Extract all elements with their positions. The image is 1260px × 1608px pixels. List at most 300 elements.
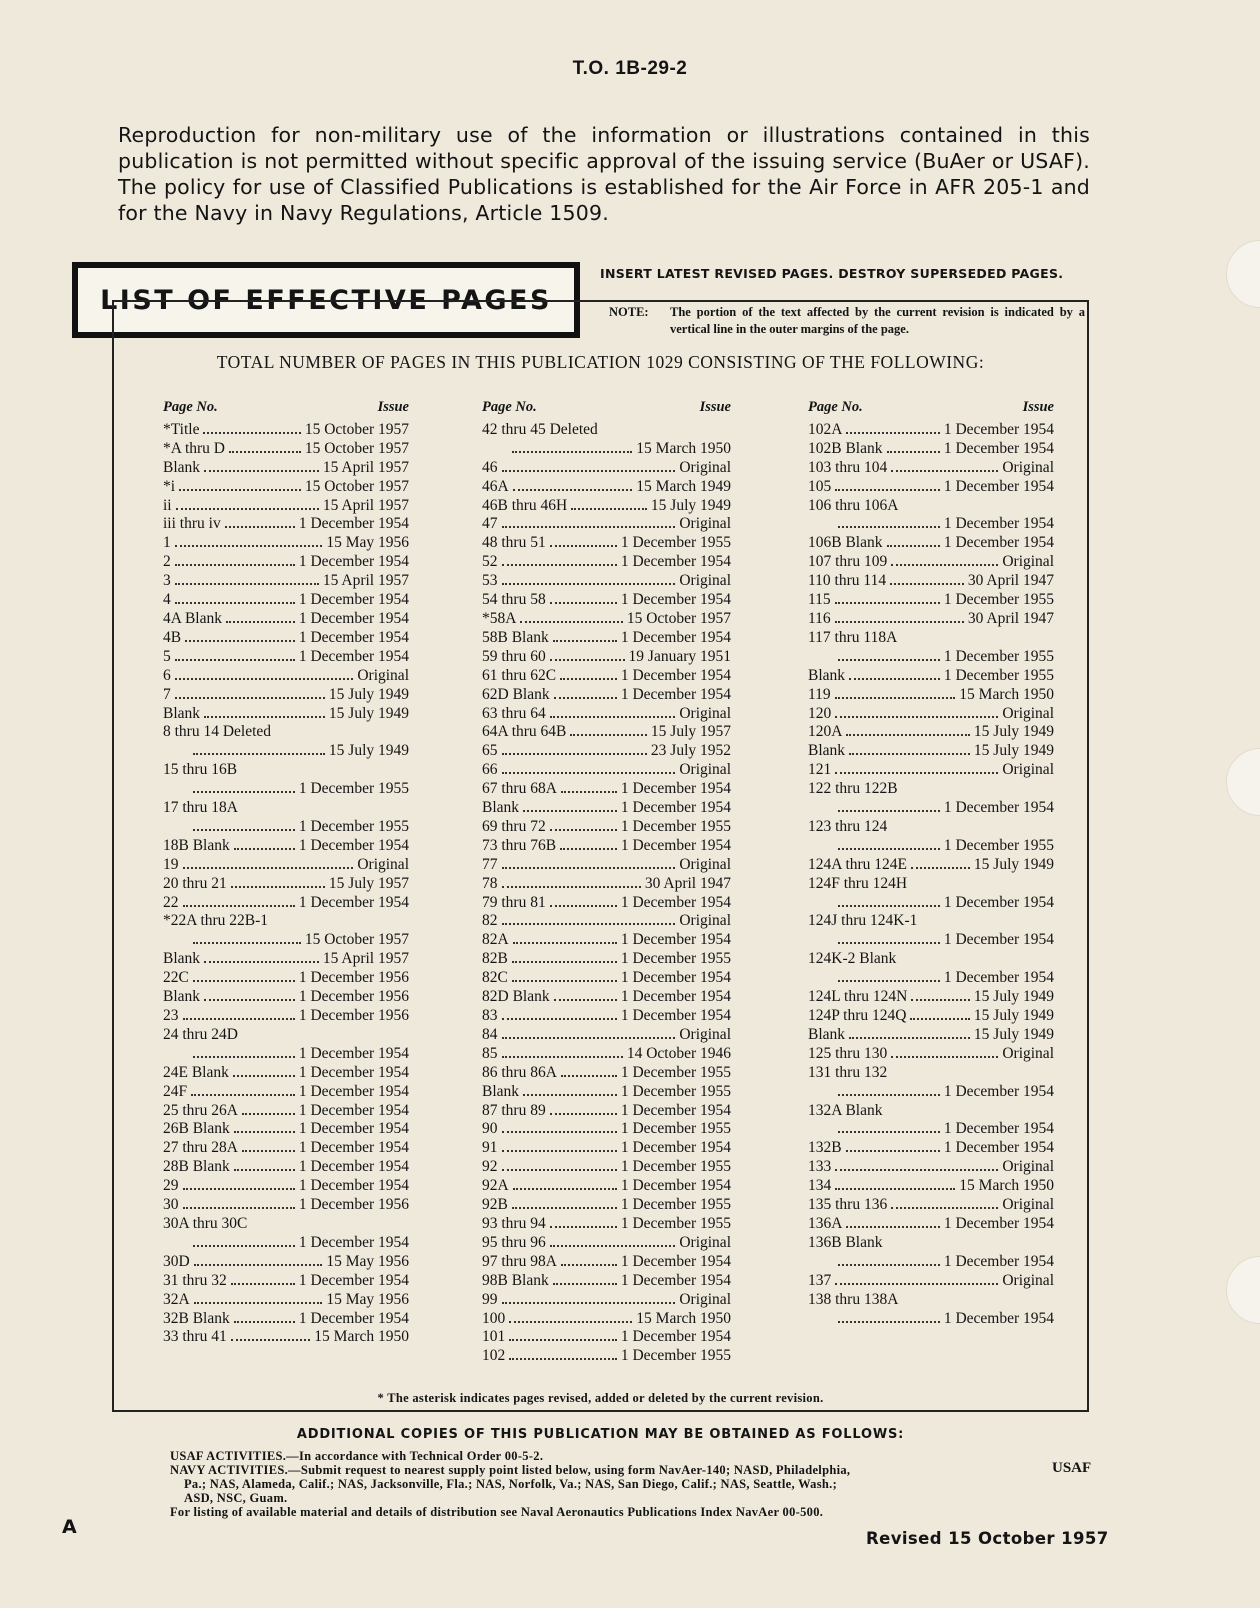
page-number: 95 thru 96 bbox=[482, 1233, 546, 1251]
page-number: 48 thru 51 bbox=[482, 534, 546, 552]
page-entry bbox=[808, 969, 1054, 988]
page-entry bbox=[808, 515, 1054, 534]
additional-copies-heading: ADDITIONAL COPIES OF THIS PUBLICATION MAY BE OBTAINED AS FOLLOWS: bbox=[296, 1427, 905, 1442]
page-number: 24F bbox=[163, 1082, 188, 1100]
page-entry bbox=[482, 478, 731, 497]
page-entry bbox=[808, 894, 1054, 913]
page-number: 46 bbox=[482, 458, 498, 476]
page-number: 100 bbox=[482, 1309, 506, 1327]
page-entry bbox=[808, 742, 1054, 761]
page-entry bbox=[808, 818, 1054, 837]
navy-activities: NAVY ACTIVITIES.—Submit request to nearest supply point listed below, using form NavAer-140; NASD, Philadelphia, bbox=[170, 1463, 851, 1477]
issue-date: 1 December 1954 bbox=[298, 1158, 409, 1176]
issue-date: 1 December 1955 bbox=[620, 1082, 731, 1100]
page-number: *A thru D bbox=[163, 439, 225, 457]
leader-dots bbox=[891, 1056, 998, 1058]
leader-dots bbox=[835, 716, 998, 718]
issue-date: 1 December 1954 bbox=[620, 893, 731, 911]
page-number: 4A Blank bbox=[163, 609, 222, 627]
issue-date: Original bbox=[1002, 761, 1054, 779]
issue-date: 1 December 1954 bbox=[620, 553, 731, 571]
leader-dots bbox=[193, 753, 325, 755]
issue-date: 1 December 1955 bbox=[943, 591, 1054, 609]
page-entry bbox=[808, 1045, 1054, 1064]
leader-dots bbox=[509, 1339, 617, 1341]
page-number: 32A bbox=[163, 1290, 190, 1308]
page-entry bbox=[808, 478, 1054, 497]
issue-date: Original bbox=[1002, 458, 1054, 476]
page-entry bbox=[482, 818, 731, 837]
page-entry bbox=[163, 421, 409, 440]
page-number: 73 thru 76B bbox=[482, 836, 557, 854]
page-number: 4B bbox=[163, 628, 182, 646]
page-entry bbox=[482, 421, 731, 440]
page-number: 69 thru 72 bbox=[482, 817, 546, 835]
page-entry bbox=[163, 856, 409, 875]
page-number: 78 bbox=[482, 874, 498, 892]
page-entry bbox=[482, 553, 731, 572]
page-number: 18B Blank bbox=[163, 836, 230, 854]
page-entry bbox=[163, 515, 409, 534]
page-number: 120A bbox=[808, 723, 843, 741]
issue-date: 1 December 1955 bbox=[943, 836, 1054, 854]
page-number: 116 bbox=[808, 609, 831, 627]
leader-dots bbox=[550, 602, 617, 604]
issue-date: 15 May 1956 bbox=[326, 1252, 409, 1270]
page-entry bbox=[482, 912, 731, 931]
leader-dots bbox=[229, 451, 301, 453]
issue-date: 15 May 1956 bbox=[326, 534, 409, 552]
page-entry bbox=[163, 440, 409, 459]
issue-date: 1 December 1954 bbox=[298, 893, 409, 911]
leader-dots bbox=[183, 1207, 295, 1209]
page-number: 19 bbox=[163, 855, 179, 873]
page-entry bbox=[808, 1215, 1054, 1234]
page-entry bbox=[808, 1234, 1054, 1253]
issue-date: Original bbox=[679, 704, 731, 722]
issue-date: 1 December 1954 bbox=[620, 931, 731, 949]
page-entry bbox=[163, 742, 409, 761]
leader-dots bbox=[191, 1094, 295, 1096]
leader-dots bbox=[193, 791, 295, 793]
page-entry bbox=[163, 1007, 409, 1026]
page-number: 65 bbox=[482, 742, 498, 760]
leader-dots bbox=[849, 753, 970, 755]
page-number: 97 thru 98A bbox=[482, 1252, 557, 1270]
leader-dots bbox=[183, 867, 354, 869]
issue-date: Original bbox=[679, 458, 731, 476]
leader-dots bbox=[520, 621, 622, 623]
issue-date: 15 March 1949 bbox=[636, 477, 731, 495]
issue-date: Original bbox=[1002, 1044, 1054, 1062]
page-entry bbox=[163, 894, 409, 913]
page-number: 85 bbox=[482, 1044, 498, 1062]
issue-date: Original bbox=[1002, 1271, 1054, 1289]
page-entry bbox=[808, 837, 1054, 856]
leader-dots bbox=[554, 999, 617, 1001]
issue-date: 1 December 1955 bbox=[620, 817, 731, 835]
page-entry bbox=[482, 629, 731, 648]
leader-dots bbox=[234, 1321, 295, 1323]
navy-activities-cont: Pa.; NAS, Alameda, Calif.; NAS, Jacksonville, Fla.; NAS, Norfolk, Va.; NAS, San Diego, Calif.; NAS, Seattle, Wash.; bbox=[184, 1477, 838, 1491]
page-number: 28B Blank bbox=[163, 1158, 230, 1176]
page-entry bbox=[808, 629, 1054, 648]
issue-date: 1 December 1954 bbox=[620, 799, 731, 817]
page-number: 2 bbox=[163, 553, 171, 571]
issue-date: 1 December 1954 bbox=[298, 1139, 409, 1157]
distribution-info bbox=[170, 1449, 1020, 1519]
leader-dots bbox=[176, 508, 319, 510]
revision-date: Revised 15 October 1957 bbox=[866, 1529, 1109, 1548]
leader-dots bbox=[550, 545, 617, 547]
page-number: 105 bbox=[808, 477, 832, 495]
leader-dots bbox=[502, 753, 647, 755]
page-number: 24E Blank bbox=[163, 1063, 229, 1081]
leader-dots bbox=[523, 810, 617, 812]
page-number: 4 bbox=[163, 591, 171, 609]
page-entry bbox=[808, 931, 1054, 950]
page-entry bbox=[482, 497, 731, 516]
insert-instruction: INSERT LATEST REVISED PAGES. DESTROY SUPERSEDED PAGES. bbox=[600, 266, 1064, 281]
note-label: NOTE: bbox=[609, 305, 649, 319]
page-number: 25 thru 26A bbox=[163, 1101, 238, 1119]
leader-dots bbox=[553, 1283, 617, 1285]
leader-dots bbox=[887, 451, 940, 453]
page-number: 132B bbox=[808, 1139, 842, 1157]
leader-dots bbox=[502, 1131, 617, 1133]
page-number: 15 thru 16B bbox=[163, 761, 238, 779]
issue-date: 15 July 1949 bbox=[328, 704, 409, 722]
issue-date: 1 December 1954 bbox=[943, 931, 1054, 949]
page-entry bbox=[163, 572, 409, 591]
issue-date: 15 April 1957 bbox=[322, 458, 409, 476]
leader-dots bbox=[204, 470, 319, 472]
page-entry bbox=[482, 648, 731, 667]
page-number: Blank bbox=[808, 666, 846, 684]
issue-date: 1 December 1955 bbox=[943, 666, 1054, 684]
column-header bbox=[808, 398, 1054, 417]
page-number: Blank bbox=[808, 742, 846, 760]
issue-date: 1 December 1954 bbox=[943, 1252, 1054, 1270]
issue-date: 15 March 1950 bbox=[636, 439, 731, 457]
page-entry bbox=[808, 912, 1054, 931]
page-entry bbox=[163, 1328, 409, 1347]
issue-date: 15 October 1957 bbox=[626, 609, 731, 627]
leader-dots bbox=[838, 526, 940, 528]
page-number: 1 bbox=[163, 534, 171, 552]
leader-dots bbox=[570, 734, 647, 736]
issue-date: 1 December 1954 bbox=[298, 1101, 409, 1119]
leader-dots bbox=[838, 1264, 940, 1266]
page-number: 92 bbox=[482, 1158, 498, 1176]
page-entry bbox=[163, 1158, 409, 1177]
leader-dots bbox=[234, 848, 295, 850]
issue-date: 1 December 1954 bbox=[298, 1044, 409, 1062]
pages-list bbox=[808, 421, 1054, 1329]
leader-dots bbox=[513, 489, 633, 491]
leader-dots bbox=[835, 1188, 955, 1190]
page-number: 17 thru 18A bbox=[163, 799, 238, 817]
page-number: 53 bbox=[482, 572, 498, 590]
page-number: 92B bbox=[482, 1196, 508, 1214]
page-entry bbox=[163, 1026, 409, 1045]
page-entry bbox=[163, 969, 409, 988]
issue-date: Original bbox=[679, 572, 731, 590]
navy-activities-cont: ASD, NSC, Guam. bbox=[184, 1491, 288, 1505]
leader-dots bbox=[502, 923, 676, 925]
page-entry bbox=[482, 1347, 731, 1366]
leader-dots bbox=[185, 640, 295, 642]
page-number: 63 thru 64 bbox=[482, 704, 546, 722]
leader-dots bbox=[193, 1245, 295, 1247]
issue-date: 15 April 1957 bbox=[322, 950, 409, 968]
page-entry bbox=[163, 1215, 409, 1234]
usaf-activities: USAF ACTIVITIES.—In accordance with Technical Order 00-5-2. bbox=[170, 1449, 544, 1463]
page-entry bbox=[163, 553, 409, 572]
page-entry bbox=[482, 1026, 731, 1045]
page-entry bbox=[482, 723, 731, 742]
page-letter: A bbox=[62, 1516, 77, 1538]
page-number: 82A bbox=[482, 931, 509, 949]
page-entry bbox=[808, 1177, 1054, 1196]
issue-date: 1 December 1954 bbox=[298, 591, 409, 609]
pages-list bbox=[482, 421, 731, 1366]
leader-dots bbox=[571, 508, 647, 510]
page-number: 102B Blank bbox=[808, 439, 883, 457]
page-number: 107 thru 109 bbox=[808, 553, 888, 571]
page-number: 102 bbox=[482, 1347, 506, 1365]
issue-date: 15 July 1949 bbox=[650, 496, 731, 514]
issue-date: Original bbox=[679, 1025, 731, 1043]
leader-dots bbox=[911, 999, 970, 1001]
leader-dots bbox=[502, 564, 617, 566]
issue-date: 1 December 1954 bbox=[298, 1120, 409, 1138]
page-number: 119 bbox=[808, 685, 831, 703]
page-number: 82C bbox=[482, 969, 508, 987]
leader-dots bbox=[838, 810, 940, 812]
issue-date: 1 December 1954 bbox=[298, 836, 409, 854]
issue-date: 1 December 1954 bbox=[943, 893, 1054, 911]
page-entry bbox=[163, 610, 409, 629]
issue-date: 1 December 1954 bbox=[943, 799, 1054, 817]
page-entry bbox=[163, 1102, 409, 1121]
page-entry bbox=[808, 553, 1054, 572]
page-number: *Title bbox=[163, 420, 200, 438]
page-number: Blank bbox=[482, 799, 520, 817]
page-number: 99 bbox=[482, 1290, 498, 1308]
page-number: 31 thru 32 bbox=[163, 1271, 227, 1289]
page-entry bbox=[163, 799, 409, 818]
page-entry bbox=[482, 440, 731, 459]
page-number: 136A bbox=[808, 1214, 843, 1232]
leader-dots bbox=[891, 470, 998, 472]
page-number: 135 thru 136 bbox=[808, 1196, 888, 1214]
column-header bbox=[482, 398, 731, 417]
page-number: 124P thru 124Q bbox=[808, 1007, 907, 1024]
leader-dots bbox=[911, 867, 970, 869]
issue-date: 15 October 1957 bbox=[304, 420, 409, 438]
page-entry bbox=[482, 1007, 731, 1026]
leader-dots bbox=[838, 1321, 940, 1323]
page-number: 91 bbox=[482, 1139, 498, 1157]
leader-dots bbox=[502, 526, 676, 528]
leader-dots bbox=[502, 470, 676, 472]
leader-dots bbox=[849, 678, 940, 680]
page-entry bbox=[808, 1083, 1054, 1102]
page-entry bbox=[482, 515, 731, 534]
leader-dots bbox=[204, 999, 295, 1001]
page-number: 93 thru 94 bbox=[482, 1214, 546, 1232]
issue-date: Original bbox=[679, 1290, 731, 1308]
page-number: 30 bbox=[163, 1196, 179, 1214]
page-entry bbox=[163, 478, 409, 497]
binder-hole bbox=[1226, 1256, 1260, 1324]
issue-date: 15 July 1949 bbox=[328, 742, 409, 760]
page-number: 5 bbox=[163, 647, 171, 665]
page-entry bbox=[163, 1139, 409, 1158]
page-number: 30A thru 30C bbox=[163, 1214, 248, 1232]
leader-dots bbox=[175, 545, 323, 547]
leader-dots bbox=[835, 621, 964, 623]
issue-date: 15 October 1957 bbox=[304, 439, 409, 457]
issue-date: 15 July 1949 bbox=[973, 1007, 1054, 1024]
page-number: 79 thru 81 bbox=[482, 893, 546, 911]
page-entry bbox=[482, 686, 731, 705]
issue-date: 1 December 1954 bbox=[298, 1063, 409, 1081]
leader-dots bbox=[846, 1150, 940, 1152]
page-entry bbox=[808, 591, 1054, 610]
page-entry bbox=[482, 1102, 731, 1121]
issue-date: 1 December 1954 bbox=[620, 591, 731, 609]
page-number: 115 bbox=[808, 591, 831, 609]
page-number: 122 thru 122B bbox=[808, 780, 898, 798]
binder-hole bbox=[1226, 240, 1260, 308]
page-entry bbox=[163, 629, 409, 648]
leader-dots bbox=[910, 1018, 969, 1020]
issue-date: 1 December 1954 bbox=[943, 1309, 1054, 1327]
leader-dots bbox=[193, 1056, 295, 1058]
issue-header: Issue bbox=[1022, 399, 1054, 415]
leader-dots bbox=[234, 1169, 295, 1171]
page-entry bbox=[482, 1272, 731, 1291]
issue-date: Original bbox=[679, 855, 731, 873]
issue-date: 1 December 1954 bbox=[943, 1082, 1054, 1100]
page-entry bbox=[482, 534, 731, 553]
leader-dots bbox=[835, 489, 940, 491]
page-entry bbox=[808, 1064, 1054, 1083]
page-entry bbox=[482, 856, 731, 875]
issue-date: 1 December 1955 bbox=[620, 1063, 731, 1081]
page-entry bbox=[808, 705, 1054, 724]
page-entry bbox=[808, 988, 1054, 1007]
page-entry bbox=[482, 1234, 731, 1253]
issue-date: 15 March 1950 bbox=[636, 1309, 731, 1327]
leader-dots bbox=[512, 451, 632, 453]
page-entry bbox=[163, 459, 409, 478]
leader-dots bbox=[550, 1113, 617, 1115]
leader-dots bbox=[561, 1264, 617, 1266]
page-entry bbox=[163, 761, 409, 780]
page-entry bbox=[163, 686, 409, 705]
leader-dots bbox=[502, 886, 641, 888]
issue-date: 15 July 1957 bbox=[650, 723, 731, 741]
page-entry bbox=[482, 1083, 731, 1102]
leader-dots bbox=[231, 886, 325, 888]
page-number: 124F thru 124H bbox=[808, 874, 908, 892]
leader-dots bbox=[234, 1131, 295, 1133]
page-number: 106 thru 106A bbox=[808, 496, 899, 514]
page-number: 62D Blank bbox=[482, 685, 550, 703]
page-entry bbox=[808, 459, 1054, 478]
leader-dots bbox=[835, 1283, 998, 1285]
issue-date: Original bbox=[679, 1233, 731, 1251]
page-entry bbox=[163, 780, 409, 799]
page-entry bbox=[808, 1007, 1054, 1026]
leader-dots bbox=[550, 659, 625, 661]
leader-dots bbox=[502, 1018, 617, 1020]
leader-dots bbox=[512, 980, 617, 982]
page-number: 124K-2 Blank bbox=[808, 950, 897, 968]
leader-dots bbox=[502, 772, 676, 774]
page-entry bbox=[482, 1064, 731, 1083]
leader-dots bbox=[175, 564, 295, 566]
page-number: 7 bbox=[163, 685, 171, 703]
page-entry bbox=[163, 1120, 409, 1139]
page-entry bbox=[163, 1310, 409, 1329]
leader-dots bbox=[512, 1207, 617, 1209]
leader-dots bbox=[502, 1302, 676, 1304]
issue-date: 15 March 1950 bbox=[959, 1177, 1054, 1195]
page-entry bbox=[163, 837, 409, 856]
pages-column-2 bbox=[482, 398, 731, 1366]
page-number: 52 bbox=[482, 553, 498, 571]
page-entry bbox=[482, 780, 731, 799]
issue-date: 15 July 1949 bbox=[973, 855, 1054, 873]
issue-date: 1 December 1954 bbox=[620, 1252, 731, 1270]
issue-date: 15 July 1949 bbox=[973, 742, 1054, 760]
page-no-header: Page No. bbox=[808, 399, 863, 415]
leader-dots bbox=[846, 734, 969, 736]
issue-date: 1 December 1955 bbox=[620, 1158, 731, 1176]
page-entry bbox=[163, 1177, 409, 1196]
page-entry bbox=[808, 950, 1054, 969]
issue-date: Original bbox=[679, 515, 731, 533]
page-entry bbox=[482, 1215, 731, 1234]
leader-dots bbox=[891, 1207, 998, 1209]
page-number: *22A thru 22B-1 bbox=[163, 912, 269, 930]
page-entry bbox=[808, 1196, 1054, 1215]
leader-dots bbox=[502, 867, 676, 869]
leader-dots bbox=[194, 1264, 323, 1266]
issue-date: 1 December 1955 bbox=[298, 780, 409, 798]
issue-date: 1 December 1954 bbox=[620, 780, 731, 798]
issue-date: 1 December 1955 bbox=[943, 647, 1054, 665]
page-entry bbox=[808, 1120, 1054, 1139]
leader-dots bbox=[846, 432, 939, 434]
issue-date: 1 December 1954 bbox=[298, 647, 409, 665]
page-entry bbox=[482, 761, 731, 780]
page-entry bbox=[163, 912, 409, 931]
issue-date: 1 December 1955 bbox=[620, 1347, 731, 1365]
page-entry bbox=[163, 1045, 409, 1064]
page-number: 59 thru 60 bbox=[482, 647, 546, 665]
page-entry bbox=[163, 705, 409, 724]
issue-date: Original bbox=[1002, 1196, 1054, 1214]
page-number: *58A bbox=[482, 609, 517, 627]
page-entry bbox=[482, 705, 731, 724]
issue-date: 1 December 1955 bbox=[298, 817, 409, 835]
page-entry bbox=[482, 667, 731, 686]
